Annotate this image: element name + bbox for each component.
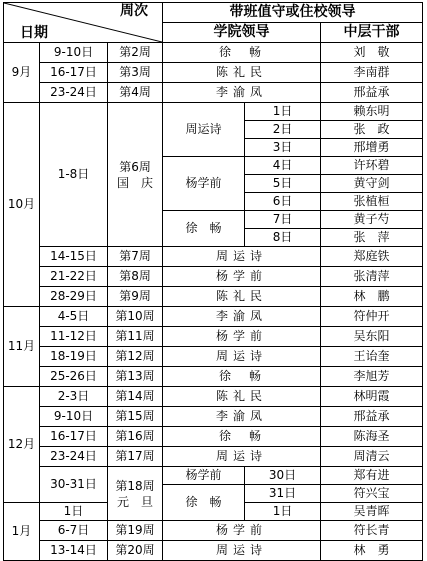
- week-cell: 第10周: [108, 307, 163, 327]
- date-cell: 21-22日: [40, 267, 108, 287]
- day-cell: 6日: [245, 193, 321, 211]
- date-cell: 9-10日: [40, 43, 108, 63]
- week-cell: 第16周: [108, 427, 163, 447]
- leader-cell: 周运诗: [163, 247, 321, 267]
- table-row: [4, 521, 423, 541]
- month-cell: 11月: [4, 307, 40, 387]
- cadre-cell: 符兴宝: [321, 485, 423, 503]
- table-row: [4, 247, 423, 267]
- duty-title: 带班值守或住校领导: [163, 3, 423, 23]
- date-cell: 23-24日: [40, 447, 108, 467]
- week-cell: 第7周: [108, 247, 163, 267]
- week-cell: 第17周: [108, 447, 163, 467]
- leader-cell: 陈礼民: [163, 387, 321, 407]
- date-cell: 6-7日: [40, 521, 108, 541]
- cadre-cell: 张 政: [321, 121, 423, 139]
- date-cell: 23-24日: [40, 83, 108, 103]
- cadre-cell: 黄子芍: [321, 211, 423, 229]
- leader-cell: 陈礼民: [163, 63, 321, 83]
- table-row: [4, 347, 423, 367]
- table-row: [4, 267, 423, 287]
- cadre-cell: 郑庭铁: [321, 247, 423, 267]
- leader-cell: 李渝凤: [163, 307, 321, 327]
- week-cell: 第19周: [108, 521, 163, 541]
- cadre-cell: 符仲开: [321, 307, 423, 327]
- date-cell: 4-5日: [40, 307, 108, 327]
- date-cell: 2-3日: [40, 387, 108, 407]
- cadre-cell: 赖东明: [321, 103, 423, 121]
- middle-cadre-header: 中层干部: [321, 23, 423, 43]
- cadre-cell: 王诒奎: [321, 347, 423, 367]
- leader-cell: 徐 畅: [163, 43, 321, 63]
- cadre-cell: 李南群: [321, 63, 423, 83]
- holiday-name: 国 庆: [117, 175, 154, 190]
- leader-cell: 周运诗: [163, 347, 321, 367]
- table-row: [4, 427, 423, 447]
- date-cell: 1-8日: [40, 103, 108, 247]
- day-cell: 31日: [245, 485, 321, 503]
- date-cell: 16-17日: [40, 427, 108, 447]
- date-cell: 25-26日: [40, 367, 108, 387]
- duty-schedule-table: [3, 2, 423, 561]
- date-cell: 13-14日: [40, 541, 108, 561]
- leader-cell: 杨学前: [163, 327, 321, 347]
- week-number: 第18周: [115, 478, 155, 493]
- leader-cell: 李渝凤: [163, 407, 321, 427]
- week-number: 第6周: [119, 159, 151, 174]
- week-cell: 第11周: [108, 327, 163, 347]
- leader-cell: 杨学前: [163, 521, 321, 541]
- cadre-cell: 张 萍: [321, 229, 423, 247]
- cadre-cell: 陈海圣: [321, 427, 423, 447]
- table-row: [4, 541, 423, 561]
- table-row: [4, 467, 423, 485]
- date-cell: 28-29日: [40, 287, 108, 307]
- cadre-cell: 邢益承: [321, 83, 423, 103]
- week-cell: 第4周: [108, 83, 163, 103]
- table-row: [4, 43, 423, 63]
- day-cell: 1日: [245, 103, 321, 121]
- leader-cell: 周运诗: [163, 447, 321, 467]
- table-row: [4, 287, 423, 307]
- week-cell: [108, 103, 163, 247]
- cadre-cell: 黄守剑: [321, 175, 423, 193]
- cadre-cell: 邢增勇: [321, 139, 423, 157]
- week-cell: 第3周: [108, 63, 163, 83]
- week-cell: 第2周: [108, 43, 163, 63]
- cadre-cell: 许环碧: [321, 157, 423, 175]
- cadre-cell: 吴东阳: [321, 327, 423, 347]
- leader-cell: 徐 畅: [163, 367, 321, 387]
- holiday-name: 元 旦: [117, 494, 154, 509]
- day-cell: 30日: [245, 467, 321, 485]
- month-cell: 1月: [4, 503, 40, 561]
- leader-cell: 徐 畅: [163, 211, 245, 247]
- cadre-cell: 周清云: [321, 447, 423, 467]
- month-cell: 10月: [4, 103, 40, 307]
- college-leader-header: 学院领导: [163, 23, 321, 43]
- week-cell: 第8周: [108, 267, 163, 287]
- leader-cell: 周运诗: [163, 103, 245, 157]
- week-cell: 第12周: [108, 347, 163, 367]
- day-cell: 4日: [245, 157, 321, 175]
- week-cell: [108, 467, 163, 521]
- leader-cell: 杨学前: [163, 267, 321, 287]
- cadre-cell: 刘 敬: [321, 43, 423, 63]
- table-row: [4, 103, 423, 121]
- day-cell: 8日: [245, 229, 321, 247]
- cadre-cell: 张植桓: [321, 193, 423, 211]
- day-cell: 2日: [245, 121, 321, 139]
- date-cell: 11-12日: [40, 327, 108, 347]
- week-cell: 第14周: [108, 387, 163, 407]
- week-cell: 第20周: [108, 541, 163, 561]
- table-row: [4, 367, 423, 387]
- week-cell: 第13周: [108, 367, 163, 387]
- date-cell: 1日: [40, 503, 108, 521]
- date-cell: 14-15日: [40, 247, 108, 267]
- date-header: 日期: [20, 24, 48, 41]
- date-cell: 18-19日: [40, 347, 108, 367]
- month-cell: 12月: [4, 387, 40, 503]
- day-cell: 7日: [245, 211, 321, 229]
- table-row: [4, 83, 423, 103]
- cadre-cell: 林 鹏: [321, 287, 423, 307]
- cadre-cell: 林 勇: [321, 541, 423, 561]
- cadre-cell: 吴青晖: [321, 503, 423, 521]
- date-cell: 16-17日: [40, 63, 108, 83]
- day-cell: 5日: [245, 175, 321, 193]
- table-row: [4, 447, 423, 467]
- table-row: [4, 407, 423, 427]
- cadre-cell: 张清萍: [321, 267, 423, 287]
- header-diagonal-cell: [4, 3, 163, 43]
- date-cell: 9-10日: [40, 407, 108, 427]
- month-cell: 9月: [4, 43, 40, 103]
- week-cell: 第15周: [108, 407, 163, 427]
- leader-cell: 杨学前: [163, 157, 245, 211]
- leader-cell: 周运诗: [163, 541, 321, 561]
- cadre-cell: 邢益承: [321, 407, 423, 427]
- leader-cell: 陈礼民: [163, 287, 321, 307]
- table-row: [4, 327, 423, 347]
- leader-cell: 李渝凤: [163, 83, 321, 103]
- day-cell: 1日: [245, 503, 321, 521]
- week-header: 周次: [120, 3, 149, 19]
- leader-cell: 杨学前: [163, 467, 245, 485]
- date-cell: 30-31日: [40, 467, 108, 503]
- cadre-cell: 符长青: [321, 521, 423, 541]
- table-row: [4, 387, 423, 407]
- week-cell: 第9周: [108, 287, 163, 307]
- day-cell: 3日: [245, 139, 321, 157]
- cadre-cell: 林明霞: [321, 387, 423, 407]
- cadre-cell: 李旭芳: [321, 367, 423, 387]
- leader-cell: 徐 畅: [163, 485, 245, 521]
- cadre-cell: 郑有进: [321, 467, 423, 485]
- table-row: [4, 307, 423, 327]
- leader-cell: 徐 畅: [163, 427, 321, 447]
- table-row: [4, 63, 423, 83]
